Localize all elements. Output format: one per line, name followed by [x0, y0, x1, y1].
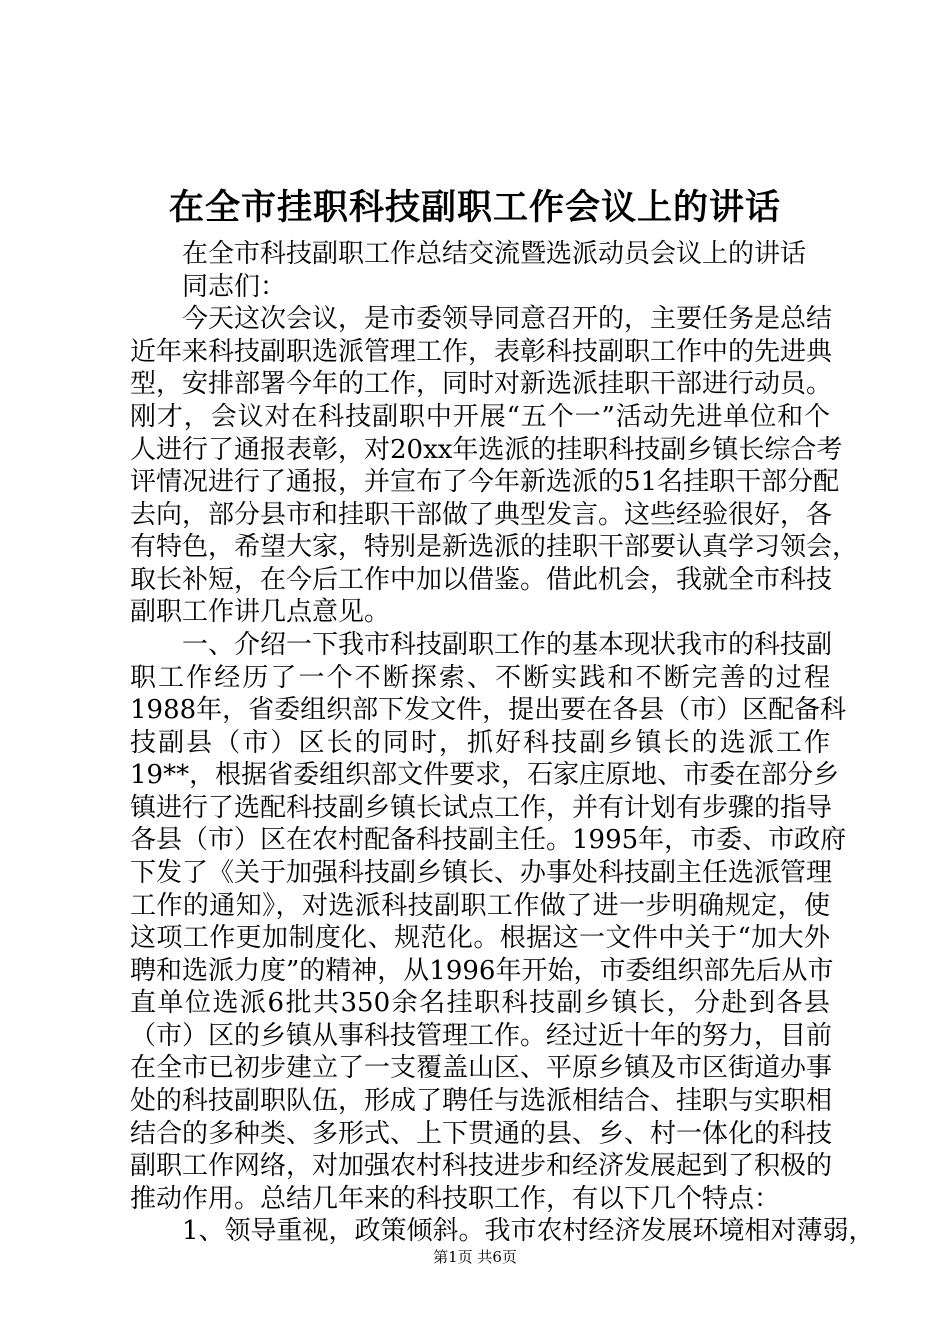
document-title: 在全市挂职科技副职工作会议上的讲话: [168, 187, 781, 228]
body-line: 副职工作网络，对加强农村科技进步和经济发展起到了积极的: [130, 1151, 833, 1181]
body-line: 工作的通知》，对选派科技副职工作做了进一步明确规定，使: [130, 891, 830, 921]
body-line: 聘和选派力度”的精神，从1996年开始，市委组织部先后从市: [130, 956, 834, 986]
body-line: 1、领导重视，政策倾斜。我市农村经济发展环境相对薄弱，: [182, 1216, 875, 1246]
body-line: 各县（市）区在农村配备科技副主任。1995年，市委、市政府: [130, 825, 847, 855]
body-line: 近年来科技副职选派管理工作，表彰科技副职工作中的先进典: [130, 337, 833, 367]
body-line: 职工作经历了一个不断探索、不断实践和不断完善的过程: [130, 663, 830, 693]
body-line: 处的科技副职队伍，形成了聘任与选派相结合、挂职与实职相: [130, 1086, 833, 1116]
body-line: 取长补短，在今后工作中加以借鉴。借此机会，我就全市科技: [130, 565, 833, 595]
body-line: 镇进行了选配科技副乡镇长试点工作，并有计划有步骤的指导: [130, 793, 833, 823]
body-line: 评情况进行了通报，并宣布了今年新选派的51名挂职干部分配: [130, 467, 840, 497]
body-line: 技副县（市）区长的同时，抓好科技副乡镇长的选派工作: [130, 728, 830, 758]
body-line: 在全市已初步建立了一支覆盖山区、平原乡镇及市区街道办事: [130, 1053, 833, 1083]
body-line: （市）区的乡镇从事科技管理工作。经过近十年的努力，目前: [130, 1021, 833, 1051]
body-line: 今天这次会议，是市委领导同意召开的，主要任务是总结: [182, 304, 833, 334]
body-line: 这项工作更加制度化、规范化。根据这一文件中关于“加大外: [130, 923, 830, 953]
body-line: 1988年，省委组织部下发文件，提出要在各县（市）区配备科: [130, 695, 847, 725]
salutation-line: 同志们：: [182, 272, 287, 302]
body-line: 一、介绍一下我市科技副职工作的基本现状我市的科技副: [182, 630, 833, 660]
body-line: 下发了《关于加强科技副乡镇长、办事处科技副主任选派管理: [130, 858, 833, 888]
body-line: 结合的多种类、多形式、上下贯通的县、乡、村一体化的科技: [130, 1119, 833, 1149]
body-line: 直单位选派6批共350余名挂职科技副乡镇长，分赴到各县: [130, 988, 830, 1018]
body-line: 去向，部分县市和挂职干部做了典型发言。这些经验很好，各: [130, 500, 833, 530]
body-line: 有特色，希望大家，特别是新选派的挂职干部要认真学习领会，: [130, 532, 859, 562]
body-line: 刚才，会议对在科技副职中开展“五个一”活动先进单位和个: [130, 402, 830, 432]
page-number: 第1页 共6页: [433, 1248, 517, 1266]
body-line: 推动作用。总结几年来的科技职工作，有以下几个特点：: [130, 1184, 781, 1214]
body-line: 人进行了通报表彰，对20xx年选派的挂职科技副乡镇长综合考: [130, 435, 843, 465]
subtitle-line: 在全市科技副职工作总结交流暨选派动员会议上的讲话: [182, 239, 807, 269]
body-line: 型，安排部署今年的工作，同时对新选派挂职干部进行动员。: [130, 369, 833, 399]
body-line: 19**，根据省委组织部文件要求，石家庄原地、市委在部分乡: [130, 760, 840, 790]
body-line: 副职工作讲几点意见。: [130, 597, 391, 627]
